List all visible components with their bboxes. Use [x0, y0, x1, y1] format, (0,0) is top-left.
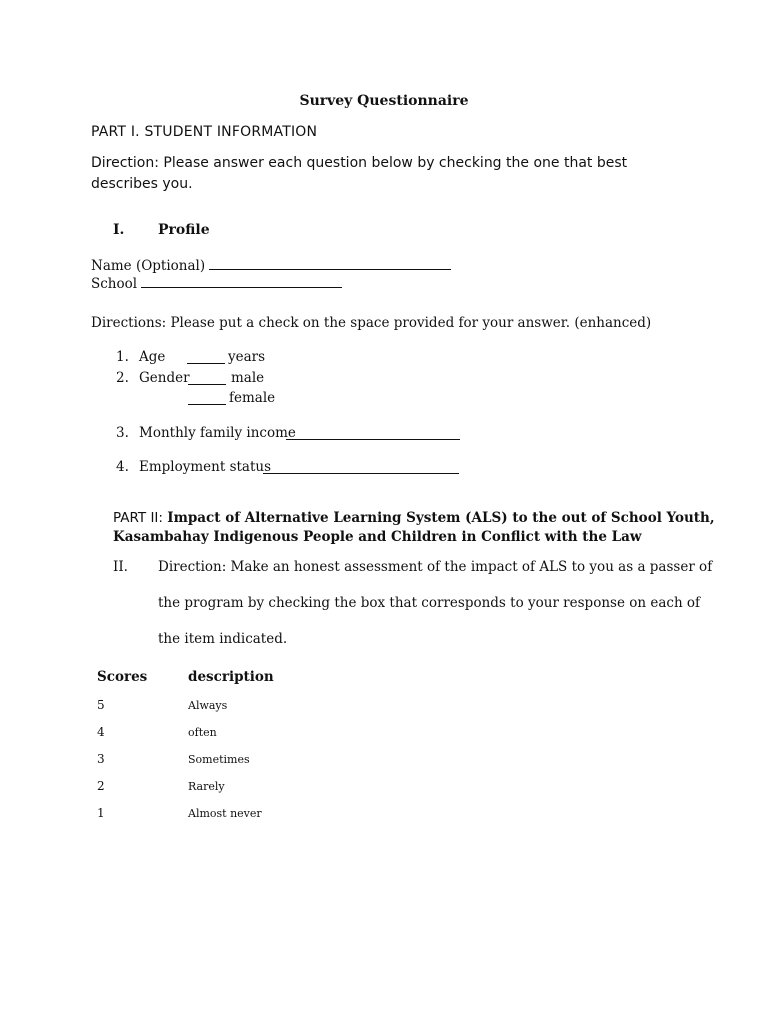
document-title: Survey Questionnaire [299, 93, 469, 109]
q4-label: Employment status [139, 459, 272, 475]
scale-score: 5 [97, 698, 105, 712]
scale-score: 3 [97, 752, 105, 766]
scale-description: Rarely [188, 780, 225, 793]
scale-description: often [188, 726, 217, 739]
school-label: School [91, 276, 138, 292]
part2-direction-line3: the item indicated. [158, 631, 288, 647]
q3-label: Monthly family income [139, 425, 296, 441]
part2-title-line1: Impact of Alternative Learning System (ALS) to the out of School Youth, [167, 510, 715, 526]
scale-header-description: description [188, 669, 274, 685]
option-female: female [229, 390, 276, 406]
name-blank[interactable] [209, 257, 451, 270]
q1-number: 1. [116, 349, 129, 365]
school-field-row [91, 275, 342, 292]
scale-description: Always [188, 699, 228, 712]
profile-heading: Profile [158, 222, 210, 238]
name-field-row [91, 257, 451, 274]
scale-score: 2 [97, 779, 105, 793]
male-blank[interactable] [188, 372, 226, 385]
profile-numeral: I. [113, 222, 125, 238]
part2-heading [113, 510, 715, 526]
female-blank[interactable] [188, 392, 226, 405]
age-blank[interactable] [187, 351, 225, 364]
option-male: male [231, 370, 265, 386]
scale-description: Sometimes [188, 753, 250, 766]
part1-direction: Direction: Please answer each question below by checking the one that best describes you. [91, 155, 628, 192]
scale-description: Almost never [188, 807, 262, 820]
q3-number: 3. [116, 425, 129, 441]
q2-number: 2. [116, 370, 129, 386]
part2-numeral: II. [113, 559, 128, 575]
income-blank[interactable] [286, 427, 460, 440]
q1-label: Age [139, 349, 166, 365]
employment-blank[interactable] [263, 461, 459, 474]
q1-suffix: years [228, 349, 266, 365]
scale-score: 1 [97, 806, 105, 820]
scale-header-scores: Scores [97, 669, 148, 685]
name-label: Name (Optional) [91, 258, 206, 274]
part2-prefix: PART II: [113, 510, 163, 526]
q2-label: Gender [139, 370, 190, 386]
part1-heading: PART I. STUDENT INFORMATION [91, 124, 318, 140]
part2-direction-line1: Direction: Make an honest assessment of the impact of ALS to you as a passer of [158, 559, 713, 575]
scale-score: 4 [97, 725, 105, 739]
part2-direction-line2: the program by checking the box that corresponds to your response on each of [158, 595, 701, 611]
q4-number: 4. [116, 459, 129, 475]
school-blank[interactable] [141, 275, 342, 288]
part2-title-line2: Kasambahay Indigenous People and Children in Conflict with the Law [113, 529, 642, 545]
directions-check: Directions: Please put a check on the space provided for your answer. (enhanced) [91, 315, 652, 331]
